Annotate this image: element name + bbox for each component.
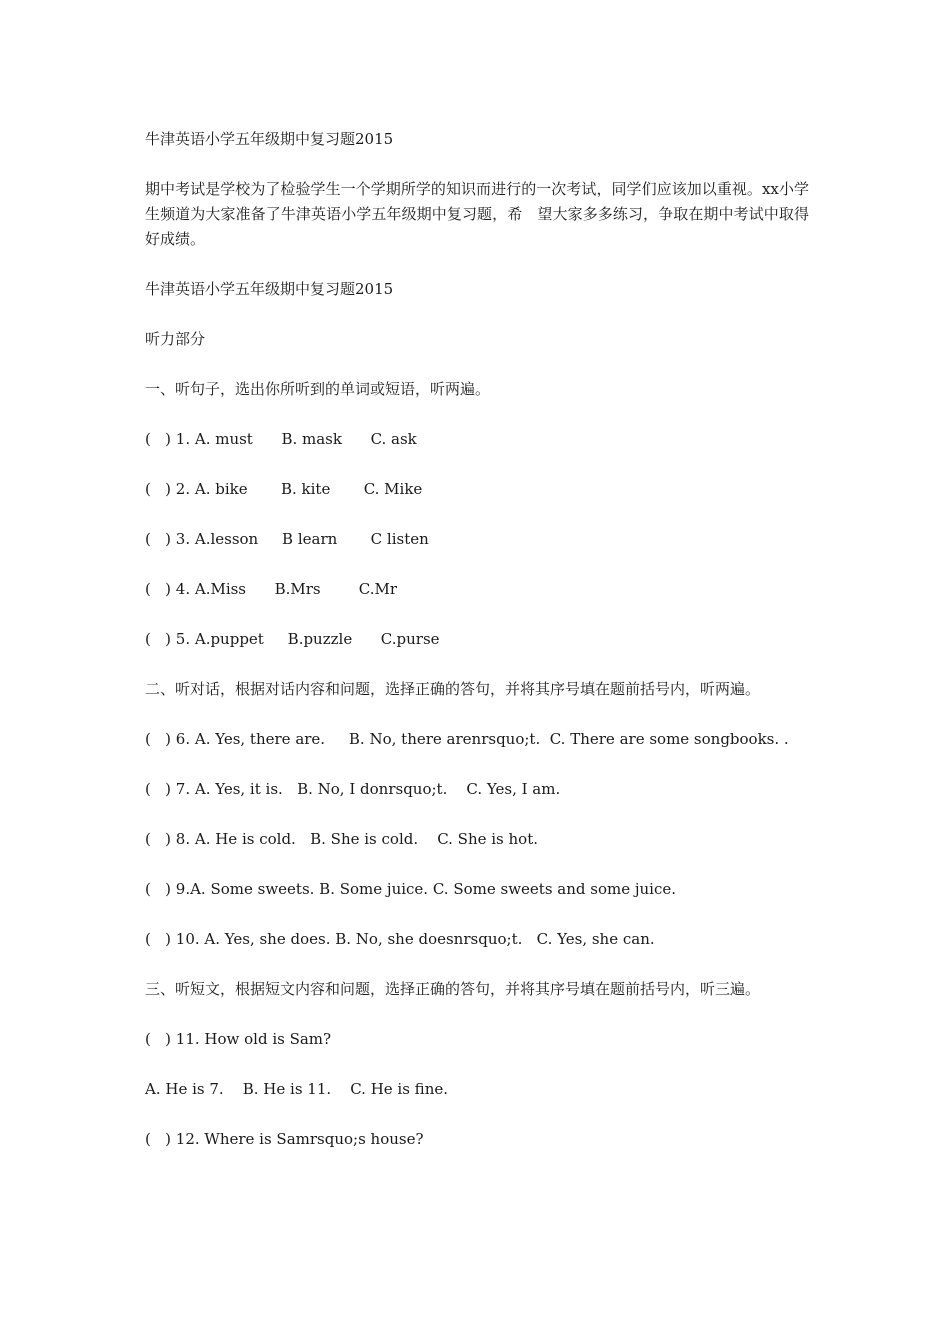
question-item: ( ) 8. A. He is cold. B. She is cold. C. She is hot. xyxy=(145,830,539,848)
answer-options: A. He is 7. B. He is 11. C. He is fine. xyxy=(145,1080,448,1098)
question-item: ( ) 9.A. Some sweets. B. Some juice. C. Some sweets and some juice. xyxy=(145,880,677,898)
document-body xyxy=(145,127,809,1177)
section-heading-listening: 听力部分 xyxy=(145,330,206,348)
question-item: ( ) 5. A.puppet B.puzzle C.purse xyxy=(145,630,440,648)
question-item: ( ) 2. A. bike B. kite C. Mike xyxy=(145,480,423,498)
part2-heading: 二、听对话，根据对话内容和问题，选择正确的答句，并将其序号填在题前括号内，听两遍。 xyxy=(145,680,761,698)
question-item: ( ) 3. A.lesson B learn C listen xyxy=(145,530,429,548)
question-item: ( ) 4. A.Miss B.Mrs C.Mr xyxy=(145,580,398,598)
question-item: ( ) 7. A. Yes, it is. B. No, I donrsquo;t. C. Yes, I am. xyxy=(145,780,561,798)
intro-paragraph: 期中考试是学校为了检验学生一个学期所学的知识而进行的一次考试，同学们应该加以重视。xx小学生频道为大家准备了牛津英语小学五年级期中复习题，希 望大家多多练习，争取在期中考试中取得好成绩。 xyxy=(145,180,809,248)
document-title-repeat: 牛津英语小学五年级期中复习题2015 xyxy=(145,280,394,298)
part3-heading: 三、听短文，根据短文内容和问题，选择正确的答句，并将其序号填在题前括号内，听三遍。 xyxy=(145,980,761,998)
question-item: ( ) 10. A. Yes, she does. B. No, she doesnrsquo;t. C. Yes, she can. xyxy=(145,930,655,948)
question-item: ( ) 11. How old is Sam? xyxy=(145,1030,332,1048)
document-title: 牛津英语小学五年级期中复习题2015 xyxy=(145,130,394,148)
part1-heading: 一、听句子，选出你所听到的单词或短语，听两遍。 xyxy=(145,380,491,398)
question-item: ( ) 12. Where is Samrsquo;s house? xyxy=(145,1130,424,1148)
question-item: ( ) 1. A. must B. mask C. ask xyxy=(145,430,417,448)
question-item: ( ) 6. A. Yes, there are. B. No, there arenrsquo;t. C. There are some songbooks. . xyxy=(145,730,789,748)
